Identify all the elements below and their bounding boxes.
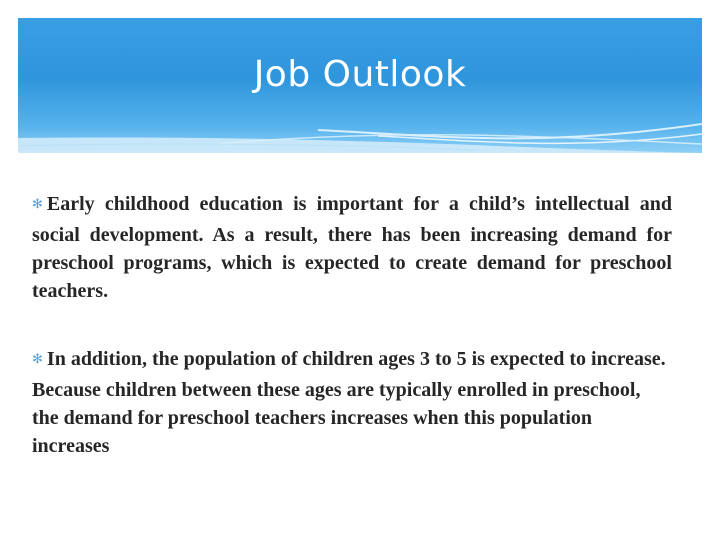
bullet-text: Early childhood education is important for a child’s intellectual and social development. As a result, there has been increasing demand for preschool programs, which is expected to create demand for preschool teachers. [32, 193, 672, 302]
bullet-item [32, 345, 672, 460]
title-banner [18, 18, 702, 153]
bullet-item [32, 190, 672, 305]
slide-body [32, 190, 672, 460]
bullet-text: In addition, the population of children ages 3 to 5 is expected to increase. Because children between these ages are typically enrolled in preschool, the demand for preschool teachers increases when this population increases [32, 348, 666, 457]
asterisk-bullet-icon: ✻ [32, 197, 43, 212]
asterisk-bullet-icon: ✻ [32, 352, 43, 367]
slide-title: Job Outlook [253, 54, 467, 95]
